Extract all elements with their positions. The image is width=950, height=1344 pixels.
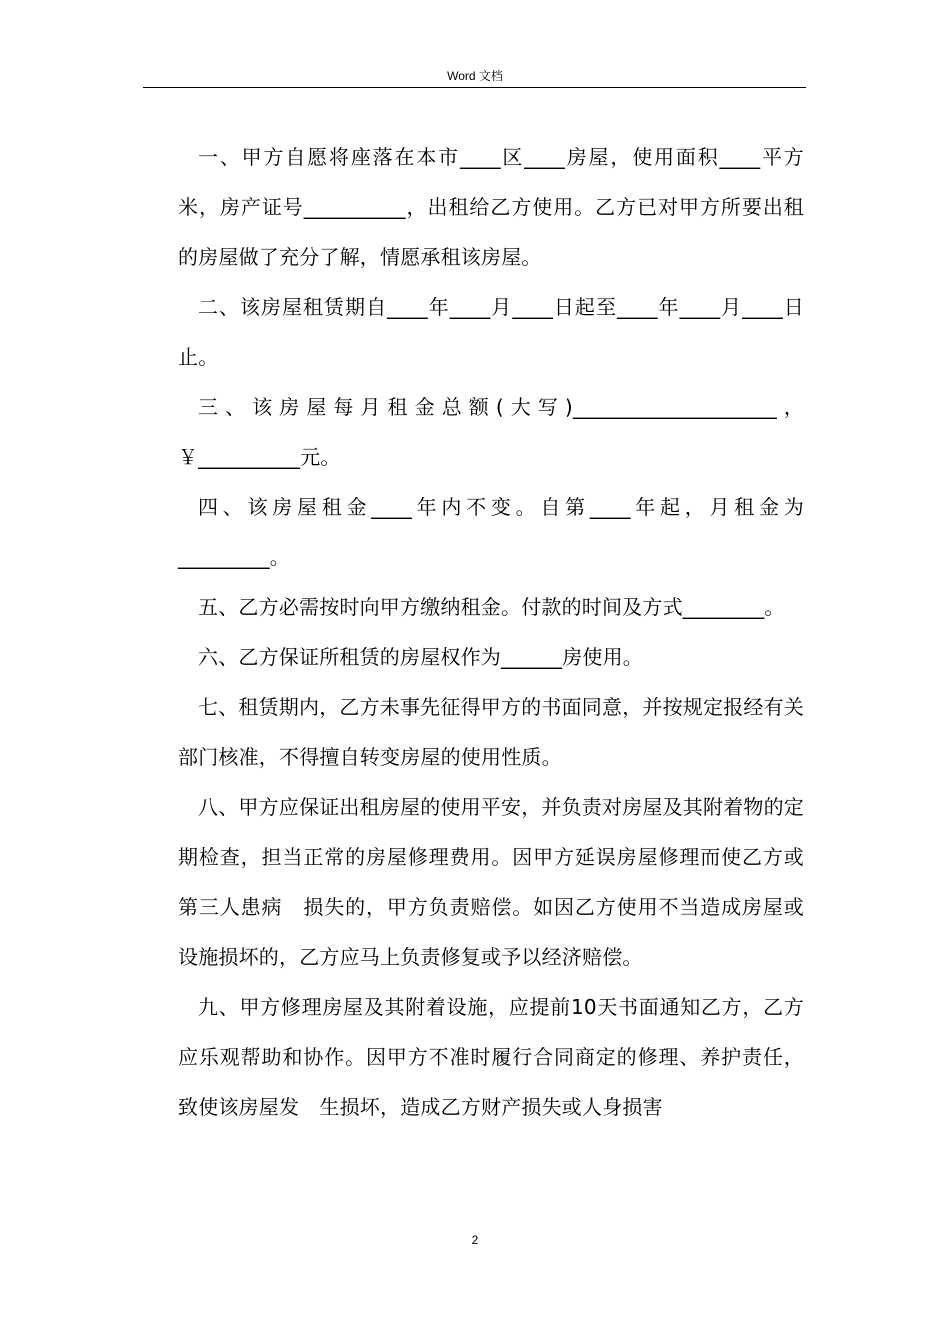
document-body xyxy=(178,132,804,1132)
header-title: Word 文档 xyxy=(447,69,503,83)
header-rule xyxy=(143,87,806,88)
clause-2: 二、该房屋租赁期自____年____月____日起至____年____月____日止。 xyxy=(178,295,804,369)
clause-8: 八、甲方应保证出租房屋的使用平安，并负责对房屋及其附着物的定期检查，担当正常的房屋修理费用。因甲方延误房屋修理而使乙方或第三人患病 损失的，甲方负责赔偿。如因乙方使用不当造成房屋或设施损坏的，乙方应马上负责修复或予以经济赔偿。 xyxy=(178,795,804,969)
clause-9: 九、甲方修理房屋及其附着设施，应提前10天书面通知乙方，乙方应乐观帮助和协作。因甲方不准时履行合同商定的修理、养护责任，致使该房屋发 生损坏，造成乙方财产损失或人身损害 xyxy=(178,995,804,1119)
page-number: 2 xyxy=(471,1233,479,1247)
clause-3: 三、该房屋每月租金总额(大写)____________________，￥__________元。 xyxy=(178,395,804,469)
clause-7: 七、租赁期内，乙方未事先征得甲方的书面同意，并按规定报经有关部门核准，不得擅自转变房屋的使用性质。 xyxy=(178,695,804,769)
clause-6: 六、乙方保证所租赁的房屋权作为______房使用。 xyxy=(198,645,643,669)
clause-5: 五、乙方必需按时向甲方缴纳租金。付款的时间及方式________。 xyxy=(198,595,785,619)
clause-4: 四、该房屋租金____年内不变。自第____年起，月租金为_________。 xyxy=(178,495,804,569)
clause-1: 一、甲方自愿将座落在本市____区____房屋，使用面积____平方米，房产证号__________，出租给乙方使用。乙方已对甲方所要出租的房屋做了充分了解，情愿承租该房屋。 xyxy=(178,145,804,269)
